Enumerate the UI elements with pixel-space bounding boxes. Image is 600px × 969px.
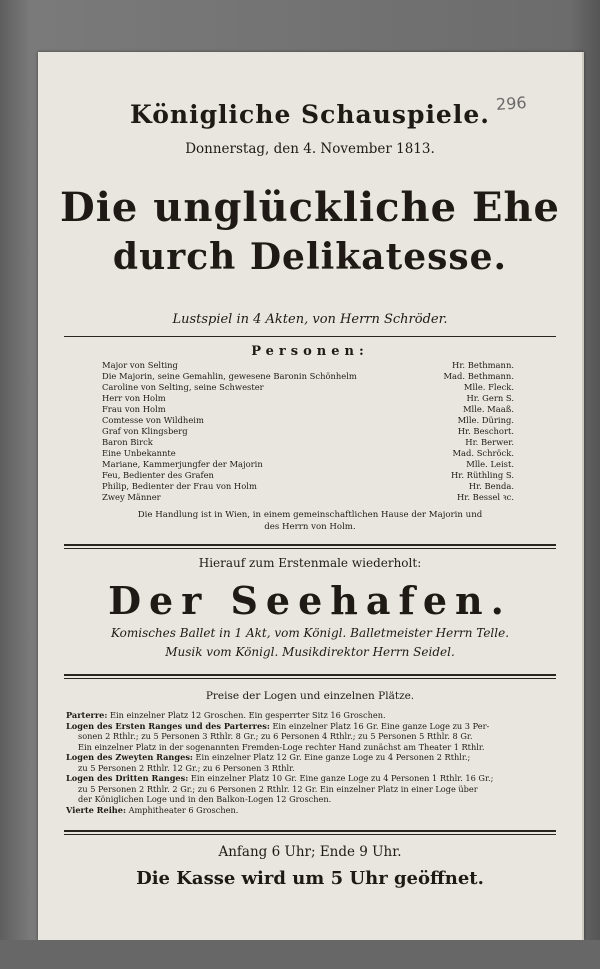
cast-row — [102, 415, 514, 426]
archive-number-stamp: 296 — [495, 92, 528, 115]
role: Mariane, Kammerjungfer der Majorin — [102, 459, 263, 469]
price-category: Logen des Ersten Ranges und des Parterres: — [66, 720, 270, 731]
price-category: Vierte Reihe: — [66, 804, 126, 815]
second-piece-intro: Hierauf zum Erstenmale wiederholt: — [198, 556, 422, 570]
price-category: Logen des Zweyten Ranges: — [66, 752, 193, 762]
role: Graf von Klingsberg — [102, 426, 188, 436]
music-credit: Musik vom Königl. Musikdirektor Herrn Seidel. — [165, 645, 455, 659]
cast-list — [102, 360, 514, 503]
price-line — [66, 742, 552, 753]
actor: Mad. Bethmann. — [443, 371, 514, 381]
role: Comtesse von Wildheim — [102, 415, 204, 425]
theater-name: Königliche Schauspiele. — [130, 100, 490, 129]
role: Caroline von Selting, seine Schwester — [102, 382, 264, 392]
role: Major von Selting — [102, 360, 178, 370]
setting-note-line-2: des Herrn von Holm. — [264, 522, 356, 532]
price-line — [66, 805, 552, 816]
prices-heading: Preise der Logen und einzelnen Plätze. — [205, 690, 415, 702]
performance-times: Anfang 6 Uhr; Ende 9 Uhr. — [218, 844, 402, 860]
cast-row — [102, 426, 514, 437]
scan-edge — [0, 940, 600, 969]
price-text: der Königlichen Loge und in den Balkon-Logen 12 Groschen. — [78, 794, 332, 804]
role: Feu, Bedienter des Grafen — [102, 470, 214, 480]
cast-row — [102, 448, 514, 459]
price-line — [66, 721, 552, 732]
cast-row — [102, 437, 514, 448]
price-line — [66, 710, 552, 721]
price-text: zu 5 Personen 2 Rthlr. 2 Gr.; zu 6 Personen 2 Rthlr. 12 Gr. Ein einzelner Platz in einer Loge über — [78, 783, 478, 794]
actor: Hr. Benda. — [468, 481, 514, 491]
play-title-line-2: durch Delikatesse. — [112, 236, 508, 278]
role: Herr von Holm — [102, 393, 166, 403]
double-divider — [64, 830, 556, 832]
cast-row — [102, 492, 514, 503]
cast-row — [102, 459, 514, 470]
price-line — [66, 731, 552, 742]
role: Eine Unbekannte — [102, 448, 176, 458]
price-line — [66, 763, 552, 774]
price-line — [66, 794, 552, 805]
actor: Mlle. Fleck. — [463, 382, 514, 392]
play-title-line-1: Die unglückliche Ehe — [60, 184, 560, 231]
cast-row — [102, 371, 514, 382]
cast-row — [102, 404, 514, 415]
actor: Mlle. Leist. — [466, 459, 514, 469]
price-text: Ein einzelner Platz 10 Gr. Eine ganze Loge zu 4 Personen 1 Rthlr. 16 Gr.; — [188, 773, 494, 783]
performance-date: Donnerstag, den 4. November 1813. — [185, 141, 435, 157]
price-text: Ein einzelner Platz in der sogenannten Fremden-Loge rechter Hand zunächst am Theater 1 Rthlr. — [78, 741, 485, 752]
cast-row — [102, 360, 514, 371]
actor: Hr. Rüthling S. — [450, 470, 514, 480]
actor: Mad. Schröck. — [452, 448, 514, 458]
actor: Hr. Bethmann. — [452, 360, 514, 370]
cast-heading: Personen: — [251, 344, 369, 359]
price-line — [66, 773, 552, 784]
divider — [64, 336, 556, 337]
play-subtitle: Lustspiel in 4 Akten, von Herrn Schröder. — [172, 312, 448, 327]
price-line — [66, 784, 552, 795]
price-text: Ein einzelner Platz 16 Gr. Eine ganze Loge zu 3 Per- — [269, 720, 490, 731]
actor: Hr. Gern S. — [466, 393, 514, 403]
price-text: Ein einzelner Platz 12 Groschen. Ein gesperrter Sitz 16 Groschen. — [107, 710, 386, 720]
role: Baron Birck — [102, 437, 153, 447]
role: Zwey Männer — [102, 492, 161, 502]
role: Philip, Bedienter der Frau von Holm — [102, 481, 257, 491]
actor: Mlle. Maaß. — [462, 404, 514, 414]
price-category: Logen des Dritten Ranges: — [66, 773, 189, 783]
role: Frau von Holm — [102, 404, 166, 414]
price-line — [66, 752, 552, 763]
playbill-sheet — [38, 52, 584, 940]
price-text: zu 5 Personen 2 Rthlr. 12 Gr.; zu 6 Personen 3 Rthlr. — [78, 762, 295, 773]
setting-note-line-1: Die Handlung ist in Wien, in einem gemeinschaftlichen Hause der Majorin und — [137, 510, 483, 520]
cast-row — [102, 393, 514, 404]
role: Die Majorin, seine Gemahlin, gewesene Baronin Schönhelm — [102, 371, 357, 381]
price-text: Amphitheater 6 Groschen. — [126, 804, 239, 815]
actor: Hr. Berwer. — [465, 437, 514, 447]
actor: Hr. Bessel ꝛc. — [456, 492, 514, 502]
actor: Hr. Beschort. — [457, 426, 514, 436]
second-piece-title: Der Seehafen. — [108, 578, 512, 623]
price-text: sonen 2 Rthlr.; zu 5 Personen 3 Rthlr. 8 Gr.; zu 6 Personen 4 Rthlr.; zu 5 Personen 5 Rthlr. 8 Gr. — [78, 731, 473, 741]
price-category: Parterre: — [66, 710, 108, 720]
cast-row — [102, 470, 514, 481]
box-office-notice: Die Kasse wird um 5 Uhr geöffnet. — [136, 868, 484, 889]
actor: Mlle. Düring. — [457, 415, 514, 425]
cast-row — [102, 481, 514, 492]
price-list — [66, 710, 552, 815]
double-divider — [64, 674, 556, 676]
double-divider — [64, 544, 556, 546]
cast-row — [102, 382, 514, 393]
price-text: Ein einzelner Platz 12 Gr. Eine ganze Loge zu 4 Personen 2 Rthlr.; — [192, 752, 471, 762]
ballet-description: Komisches Ballet in 1 Akt, vom Königl. Balletmeister Herrn Telle. — [110, 626, 510, 640]
